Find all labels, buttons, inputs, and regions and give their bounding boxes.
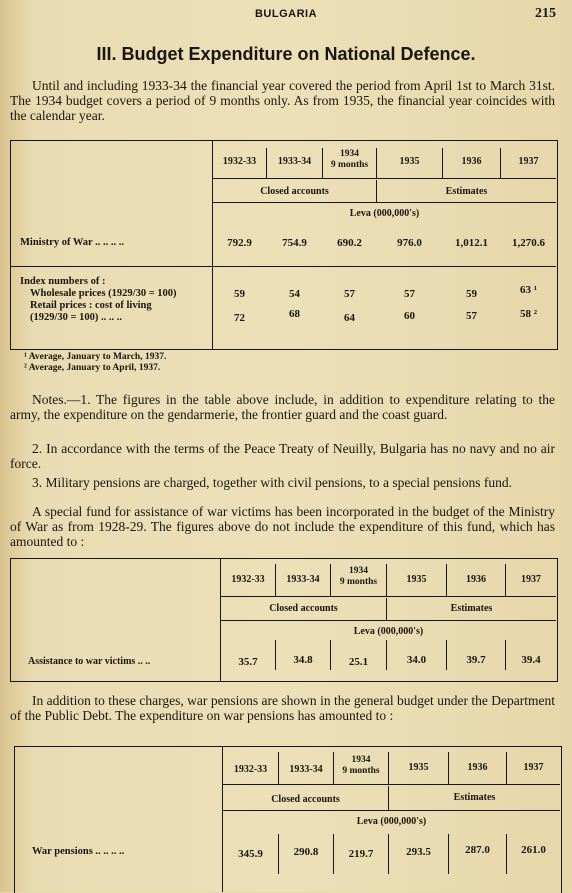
table-cell: 287.0 bbox=[465, 844, 490, 856]
table-cell: 58 ² bbox=[519, 308, 538, 320]
intro-paragraph: Until and including 1933-34 the financial year covered the period from April 1st to March 31st. The 1934 budget covers a period of 9 months only. As from 1935, the financial year coincides with the calendar year. bbox=[10, 78, 555, 123]
col-header: 1935 bbox=[408, 762, 429, 773]
row-label: Assistance to war victims .. .. bbox=[28, 656, 151, 667]
col-header: 1932-33 bbox=[233, 764, 268, 775]
table-cell: 64 bbox=[344, 312, 355, 324]
unit-label: Leva (000,000's) bbox=[349, 208, 420, 219]
pensions-paragraph: In addition to these charges, war pensions are shown in the general budget under the Department of the Public Debt. The expenditure on war pensions has amounted to : bbox=[10, 693, 555, 723]
col-header: 1933-34 bbox=[286, 574, 320, 585]
table-cell: 59 bbox=[466, 288, 477, 300]
table-cell: 72 bbox=[234, 312, 245, 324]
notes-paragraph: 3. Military pensions are charged, together with civil pensions, to a special pensions fund. bbox=[32, 475, 513, 490]
col-header: 1936 bbox=[466, 574, 486, 585]
col-header: 1932-33 bbox=[231, 574, 265, 585]
col-header: 1934 bbox=[351, 755, 371, 765]
table-cell: 34.0 bbox=[406, 654, 427, 666]
table-cell: 1,012.1 bbox=[455, 237, 488, 249]
table-cell: 792.9 bbox=[227, 237, 252, 249]
table-cell: 976.0 bbox=[397, 237, 422, 249]
table-cell: 54 bbox=[289, 288, 300, 300]
col-header: 1937 bbox=[518, 156, 539, 167]
row-label: (1929/30 = 100) .. .. .. bbox=[30, 312, 123, 323]
col-header: 1933-34 bbox=[289, 764, 323, 775]
table-cell: 219.7 bbox=[348, 848, 374, 860]
group-header-estimates: Estimates bbox=[450, 603, 493, 614]
unit-label: Leva (000,000's) bbox=[353, 626, 424, 637]
group-header-estimates: Estimates bbox=[445, 186, 488, 197]
group-header-closed: Closed accounts bbox=[269, 603, 338, 614]
row-label: Retail prices : cost of living bbox=[30, 300, 152, 311]
row-label: Wholesale prices (1929/30 = 100) bbox=[30, 288, 177, 299]
col-header: 9 months bbox=[339, 577, 378, 587]
table-cell: 290.8 bbox=[293, 846, 319, 858]
table-cell: 57 bbox=[404, 288, 415, 300]
page-number: 215 bbox=[535, 6, 556, 21]
row-label: War pensions .. .. .. .. bbox=[32, 846, 125, 857]
col-header: 1937 bbox=[521, 574, 541, 585]
notes-paragraph: 2. In accordance with the terms of the Peace Treaty of Neuilly, Bulgaria has no navy and no air force. bbox=[10, 441, 555, 471]
group-header-closed: Closed accounts bbox=[260, 186, 329, 197]
group-header-estimates: Estimates bbox=[453, 792, 496, 803]
table-cell: 34.8 bbox=[293, 654, 313, 666]
col-header: 1935 bbox=[399, 156, 420, 167]
col-header: 1935 bbox=[406, 574, 427, 585]
table-cell: 57 bbox=[344, 288, 355, 300]
col-header: 1934 bbox=[349, 566, 368, 576]
col-header: 1936 bbox=[467, 762, 488, 773]
col-header: 1934 bbox=[340, 149, 359, 159]
table-cell: 39.7 bbox=[466, 654, 486, 666]
col-header: 1936 bbox=[461, 156, 482, 167]
table-cell: 59 bbox=[234, 288, 245, 300]
footnote: ² Average, January to April, 1937. bbox=[24, 363, 161, 373]
col-header: 1932-33 bbox=[222, 156, 257, 167]
notes-paragraph: A special fund for assistance of war victims has been incorporated in the budget of the Ministry of War as from 1928-29. The figures above do not include the expenditure of this fund, which has amounted to : bbox=[10, 504, 555, 549]
table-cell: 35.7 bbox=[238, 656, 258, 668]
col-header: 1933-34 bbox=[277, 156, 312, 167]
table-cell: 345.9 bbox=[238, 848, 263, 860]
section-title: III. Budget Expenditure on National Defence. bbox=[96, 44, 476, 64]
group-header-closed: Closed accounts bbox=[271, 794, 340, 805]
table-cell: 39.4 bbox=[521, 654, 541, 666]
table-cell: 25.1 bbox=[348, 656, 369, 668]
index-heading: Index numbers of : bbox=[20, 276, 106, 287]
unit-label: Leva (000,000's) bbox=[356, 816, 427, 827]
table-cell: 68 bbox=[289, 308, 300, 320]
table-cell: 690.2 bbox=[337, 237, 362, 249]
row-label: Ministry of War .. .. .. .. bbox=[20, 237, 125, 248]
notes-paragraph: Notes.—1. The figures in the table above include, in addition to expenditure relating to the army, the expenditure on the gendarmerie, the frontier guard and the coast guard. bbox=[10, 392, 555, 422]
table-cell: 293.5 bbox=[406, 846, 431, 858]
col-header: 9 months bbox=[330, 160, 369, 170]
table-cell: 1,270.6 bbox=[512, 237, 545, 249]
col-header: 9 months bbox=[342, 766, 380, 776]
table-cell: 754.9 bbox=[282, 237, 307, 249]
table-cell: 63 ¹ bbox=[519, 284, 538, 296]
running-header: BULGARIA bbox=[254, 8, 318, 20]
table-cell: 261.0 bbox=[521, 844, 546, 856]
footnote: ¹ Average, January to March, 1937. bbox=[24, 352, 167, 362]
table-cell: 57 bbox=[466, 310, 477, 322]
col-header: 1937 bbox=[523, 762, 544, 773]
table-cell: 60 bbox=[404, 310, 415, 322]
